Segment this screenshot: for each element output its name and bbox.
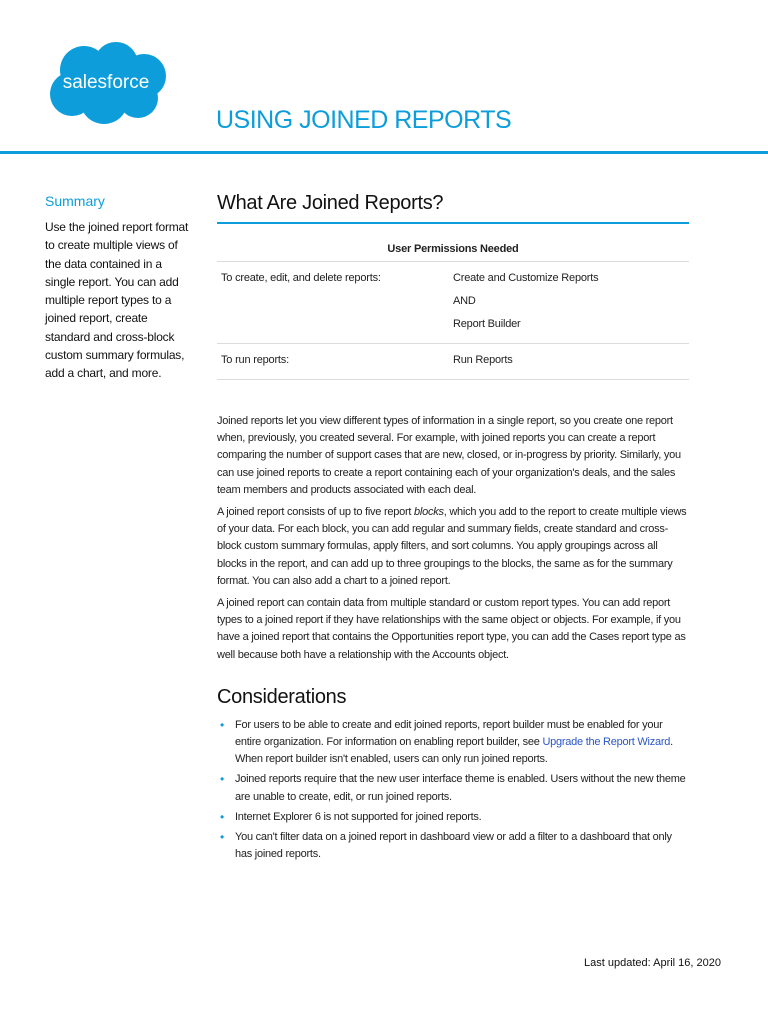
document-title: USING JOINED REPORTS	[216, 106, 512, 134]
permission-item: Run Reports	[453, 354, 513, 366]
bullet-icon: •	[220, 772, 224, 787]
permission-item: AND	[453, 295, 476, 307]
paragraph	[217, 504, 689, 590]
list-item-text: You can't filter data on a joined report in dashboard view or add a filter to a dashboard that only has joined reports.	[235, 831, 672, 861]
list-item-text: . When report builder isn't enabled, users can only run joined reports.	[235, 736, 673, 766]
paragraph: Joined reports let you view different types of information in a single report, so you create one report when, previously, you created several. For example, with joined reports you can create a report comparing the number of support cases that are new, closed, or in-progress by priority. Similarly, you can use joined reports to create a report containing each of your organization's deals, and the sales team members and products associated with each deal.	[217, 415, 681, 496]
list-item	[217, 829, 689, 863]
upgrade-report-wizard-link[interactable]: Upgrade the Report Wizard	[542, 736, 671, 749]
permission-item: Create and Customize Reports	[453, 272, 599, 284]
considerations-list	[217, 717, 689, 864]
section-title-considerations: Considerations	[217, 685, 347, 708]
logo-text: salesforce	[62, 72, 150, 93]
permission-item: Report Builder	[453, 318, 521, 330]
header-divider	[0, 151, 768, 154]
list-item	[217, 717, 689, 769]
bullet-icon: •	[220, 717, 224, 732]
permission-cell	[453, 262, 689, 344]
last-updated-footer: Last updated: April 16, 2020	[584, 957, 721, 969]
user-permissions-table	[217, 224, 689, 380]
summary-sidebar	[45, 193, 195, 383]
body-paragraphs	[217, 413, 689, 664]
section-title-what-are-joined-reports: What Are Joined Reports?	[217, 192, 444, 214]
task-cell: To create, edit, and delete reports:	[217, 262, 453, 344]
paragraph: A joined report can contain data from multiple standard or custom report types. You can add report types to a joined report if they have relationships with the same object or objects. For example, if you have a joined report that contains the Opportunities report type, you can add the Cases report type as well because both have a relationship with the Accounts object.	[217, 597, 686, 661]
table-row	[217, 344, 689, 380]
paragraph-text: , which you add to the report to create multiple views of your data. For each block, you can add regular and summary fields, create standard and cross-block custom summary formulas, apply filters, and sort columns. You apply groupings across all blocks in the report, and can add up to three groupings to the blocks, the same as for the summary format. You can also add a chart to a joined report.	[217, 506, 687, 587]
table-row	[217, 262, 689, 344]
permissions-table-header: User Permissions Needed	[217, 224, 689, 262]
cloud-logo-icon	[46, 40, 168, 126]
list-item-text: For users to be able to create and edit joined reports, report builder must be enabled for your entire organization. For information on enabling report builder, see	[235, 718, 663, 749]
main-content	[217, 192, 689, 866]
task-cell: To run reports:	[217, 344, 453, 380]
salesforce-logo	[46, 40, 168, 126]
permission-cell	[453, 344, 689, 380]
list-item	[217, 809, 689, 826]
list-item	[217, 771, 689, 805]
list-item-text: Joined reports require that the new user interface theme is enabled. Users without the new theme are unable to create, edit, or run joined reports.	[235, 773, 686, 803]
bullet-icon: •	[220, 830, 224, 845]
paragraph-text: A joined report consists of up to five report	[217, 506, 415, 519]
summary-heading: Summary	[45, 193, 105, 209]
summary-text: Use the joined report format to create multiple views of the data contained in a single report. You can add multiple report types to a joined report, create standard and cross-block custom summary formulas, add a chart, and more.	[45, 220, 189, 381]
bullet-icon: •	[220, 809, 224, 824]
list-item-text: Internet Explorer 6 is not supported for joined reports.	[235, 810, 482, 823]
emphasis-text: blocks	[414, 506, 444, 519]
